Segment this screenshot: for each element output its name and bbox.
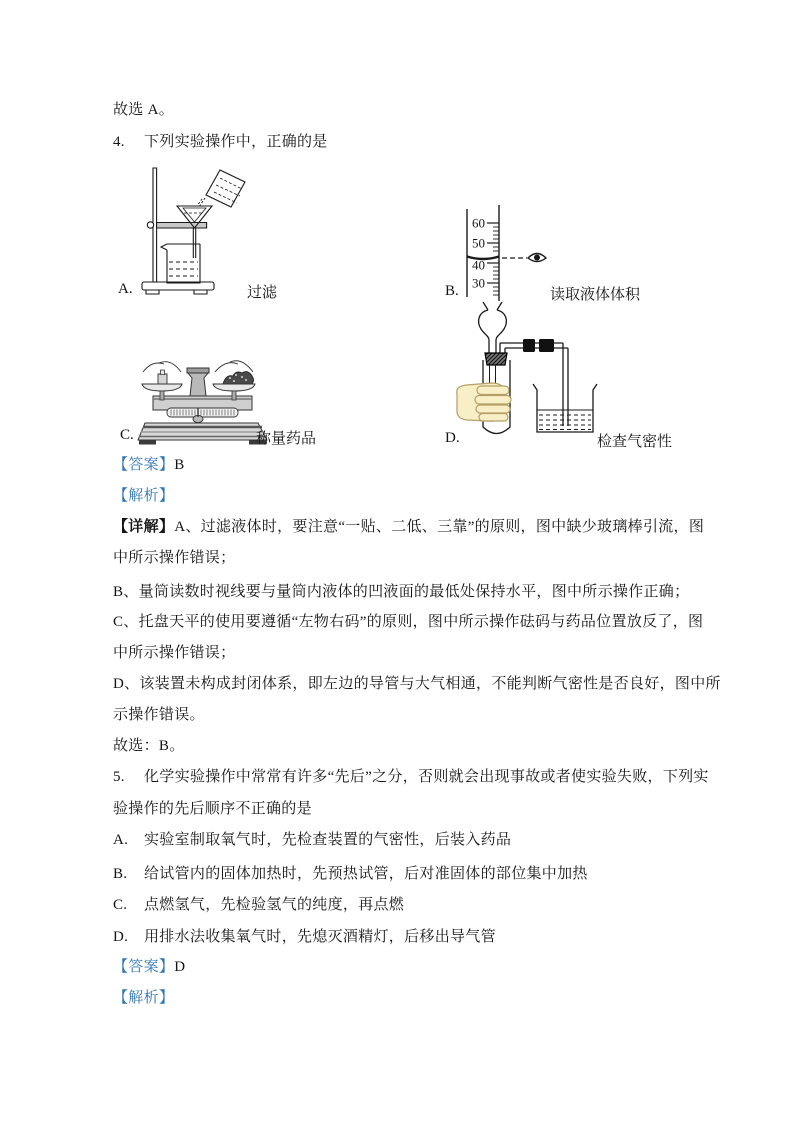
rider-scale [167, 408, 238, 417]
detail-label: 【详解】 [113, 519, 175, 535]
q4-stem-text: 下列实验操作中，正确的是 [144, 134, 328, 150]
rubber-connector [523, 339, 554, 352]
analysis-label: 【解析】 [113, 488, 175, 504]
q4-answer-line [113, 455, 185, 476]
ring-stand [142, 168, 214, 294]
funnel [177, 206, 212, 258]
hand [457, 383, 511, 421]
q5-option-b: B. 给试管内的固体加热时，先预热试管，后对准固体的部位集中加热 [113, 864, 588, 885]
q4-detail-line-1: 【详解】A、过滤液体时，要注意“一贴、二低、三靠”的原则，图中缺少玻璃棒引流，图 [113, 519, 705, 535]
svg-text:60: 60 [472, 215, 485, 231]
eye-icon [528, 254, 546, 262]
q5-option-a-label: A. [113, 832, 129, 848]
weight [158, 374, 167, 385]
left-pan [142, 362, 182, 400]
q4-option-d-caption: 检查气密性 [597, 434, 673, 450]
q4-stem [113, 132, 328, 153]
q4-detail-line-7: 示操作错误。 [113, 707, 205, 723]
answer-label: 【答案】 [113, 959, 175, 975]
thistle-funnel [479, 302, 507, 353]
right-pan [213, 361, 255, 400]
receiving-beaker [161, 244, 200, 283]
q5-option-c-label: C. [113, 897, 128, 913]
q4-option-d-label: D. [445, 430, 460, 446]
analysis-label: 【解析】 [113, 990, 175, 1006]
pouring-beaker [197, 170, 245, 207]
q5-option-b-label: B. [113, 866, 128, 882]
q4-conclusion-line: 故选：B。 [113, 738, 185, 754]
balance-body [153, 396, 252, 423]
beaker [533, 384, 597, 432]
q4-detail-line-4: C、托盘天平的使用要遵循“左物右码”的原则，图中所示操作砝码与药品位置放反了，图 [113, 614, 704, 630]
balance-base [138, 423, 267, 445]
q4-detail-line-6: D、该装置未构成封闭体系，即左边的导管与大气相通，不能判断气密性是否良好，图中所 [113, 676, 721, 692]
svg-text:40: 40 [472, 257, 485, 273]
q4-option-a-label: A. [118, 281, 133, 297]
q5-number: 5. [113, 769, 125, 785]
stopper [485, 353, 507, 365]
q4-option-c-caption: 称量药品 [256, 431, 317, 447]
q4-option-b-label: B. [445, 283, 459, 299]
q5-answer-value: D [174, 959, 186, 975]
q5-stem-line-1: 5. 化学实验操作中常常有许多“先后”之分，否则就会出现事故或者使实验失败，下列实 [113, 767, 709, 788]
q4-detail-line-2: 中所示操作错误； [113, 550, 236, 566]
q4-answer-value: B [174, 457, 185, 473]
q5-option-a: A. 实验室制取氧气时，先检查装置的气密性，后装入药品 [113, 830, 511, 851]
sample-heap [223, 372, 254, 384]
q4-option-a-caption: 过滤 [247, 285, 278, 301]
cylinder-scale-numbers [472, 216, 485, 291]
q4-detail-line-5: 中所示操作错误； [113, 645, 236, 661]
q5-analysis-line [113, 988, 174, 1009]
q5-answer-line [113, 957, 185, 978]
q4-analysis-line [113, 486, 174, 507]
q3-closing-line: 故选 A。 [113, 102, 175, 118]
q5-option-c: C. 点燃氢气，先检验氢气的纯度，再点燃 [113, 895, 404, 916]
q5-option-d-label: D. [113, 929, 129, 945]
q5-option-d: D. 用排水法收集氧气时，先熄灭酒精灯，后移出导气管 [113, 927, 496, 948]
answer-label: 【答案】 [113, 457, 175, 473]
balance-figure [138, 356, 270, 446]
q4-detail-line-3: B、量筒读数时视线要与量筒内液体的凹液面的最低处保持水平，图中所示操作正确； [113, 584, 690, 600]
gas-tightness-figure [443, 298, 603, 440]
q4-number: 4. [113, 134, 125, 150]
svg-text:30: 30 [472, 275, 485, 291]
q5-stem-line-2: 验操作的先后顺序不正确的是 [113, 801, 312, 817]
svg-text:50: 50 [472, 235, 485, 251]
q4-option-b-caption: 读取液体体积 [550, 287, 641, 303]
graduated-cylinder-figure [443, 205, 551, 303]
q4-option-c-label: C. [120, 427, 134, 443]
filtration-figure [136, 166, 254, 298]
